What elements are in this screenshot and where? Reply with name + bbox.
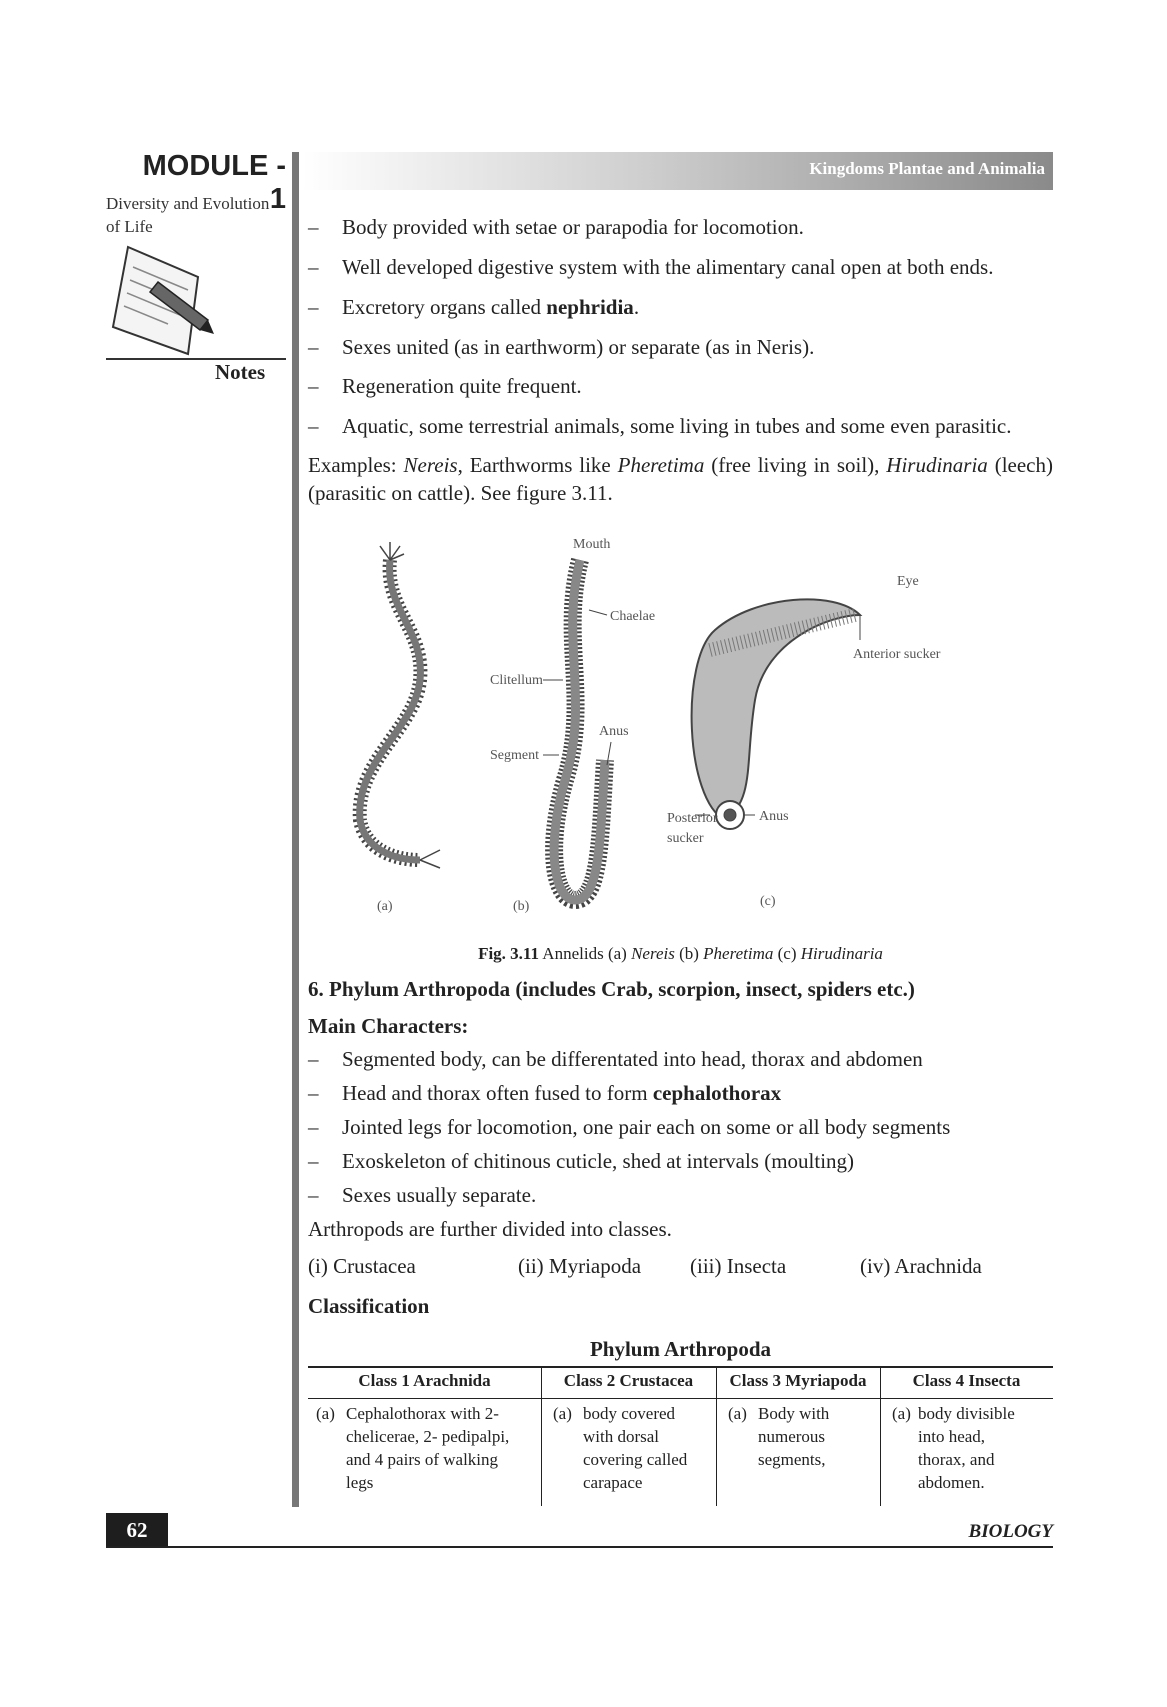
bullet-item: – Exoskeleton of chitinous cuticle, shed at intervals (moulting) [308, 1149, 855, 1173]
bullet-item: – Well developed digestive system with the alimentary canal open at both ends. [308, 255, 994, 279]
label-chaelae: Chaelae [610, 609, 656, 624]
section-heading: 6. Phylum Arthropoda (includes Crab, scorpion, insect, spiders etc.) [308, 977, 915, 1001]
bullet-item: – Aquatic, some terrestrial animals, some living in tubes and some even parasitic. [308, 414, 1012, 438]
examples-paragraph: Examples: Nereis, Earthworms like Pheretima (free living in soil), Hirudinaria (leech) (parasitic on cattle). See figure 3.11. [308, 453, 1053, 505]
hirudinaria-drawing [692, 599, 860, 829]
table-header: Class 4 Insecta [912, 1371, 1021, 1390]
table-title: Phylum Arthropoda [589, 1337, 772, 1361]
chapter-header-bar [302, 152, 1053, 190]
label-anus-b: Anus [599, 724, 629, 739]
table-column: Class 1 Arachnida (a) Cephalothorax with 2- chelicerae, 2- pedipalpi, and 4 pairs of walking legs [308, 1366, 542, 1506]
classes-intro: Arthropods are further divided into classes. [308, 1217, 672, 1241]
label-c: (c) [760, 894, 776, 909]
label-clitellum: Clitellum [490, 673, 543, 688]
bullet-item: – Jointed legs for locomotion, one pair each on some or all body segments [308, 1115, 951, 1139]
table-header: Class 1 Arachnida [358, 1371, 491, 1390]
class-item: (iv) Arachnida [860, 1254, 982, 1278]
label-posterior: Posterior [667, 811, 718, 826]
margin-divider [292, 152, 299, 1507]
notes-label: Notes [215, 360, 266, 384]
table-header: Class 3 Myriapoda [729, 1371, 867, 1390]
bullet-item: – Head and thorax often fused to form cephalothorax [308, 1081, 782, 1105]
label-anus-c: Anus [759, 809, 789, 824]
label-eye: Eye [897, 574, 919, 589]
bullet-item: – Excretory organs called nephridia. [308, 295, 640, 319]
figure-caption: Fig. 3.11 Annelids (a) Nereis (b) Pheretima (c) Hirudinaria [478, 944, 883, 963]
table-column: Class 3 Myriapoda (a) Body with numerous segments, [716, 1366, 881, 1506]
bullet-item: – Sexes usually separate. [308, 1183, 537, 1207]
nereis-drawing [360, 542, 440, 868]
label-b: (b) [513, 899, 530, 914]
label-anterior-sucker: Anterior sucker [853, 647, 941, 662]
bullet-item: – Body provided with setae or parapodia for locomotion. [308, 215, 804, 239]
classification-table [308, 1366, 1053, 1506]
class-item: (iii) Insecta [690, 1254, 787, 1278]
label-sucker: sucker [667, 831, 704, 846]
subheading-main-characters: Main Characters: [308, 1014, 469, 1038]
subheading-classification: Classification [308, 1294, 430, 1318]
footer-subject: BIOLOGY [968, 1521, 1053, 1542]
module-subtitle: Diversity and Evolution of Life [106, 194, 270, 236]
bullet-item: – Regeneration quite frequent. [308, 374, 582, 398]
table-column: Class 4 Insecta (a) body divisible into head, thorax, and abdomen. [880, 1366, 1053, 1506]
label-a: (a) [377, 899, 393, 914]
annelids-figure [315, 520, 965, 930]
table-header: Class 2 Crustacea [563, 1371, 694, 1390]
table-column: Class 2 Crustacea (a) body covered with dorsal covering called carapace [541, 1366, 717, 1506]
class-item: (i) Crustacea [308, 1254, 416, 1278]
label-mouth: Mouth [573, 537, 611, 552]
label-segment: Segment [490, 748, 539, 763]
notepad-pencil-icon [108, 242, 218, 357]
module-title: MODULE - 1 [142, 150, 286, 215]
page-number: 62 [106, 1513, 168, 1548]
bullet-item: – Sexes united (as in earthworm) or separate (as in Neris). [308, 335, 815, 359]
chapter-title: Kingdoms Plantae and Animalia [809, 159, 1045, 178]
bullet-item: – Segmented body, can be differentated into head, thorax and abdomen [308, 1047, 923, 1071]
class-item: (ii) Myriapoda [518, 1254, 642, 1278]
footer-rule [106, 1546, 1053, 1548]
